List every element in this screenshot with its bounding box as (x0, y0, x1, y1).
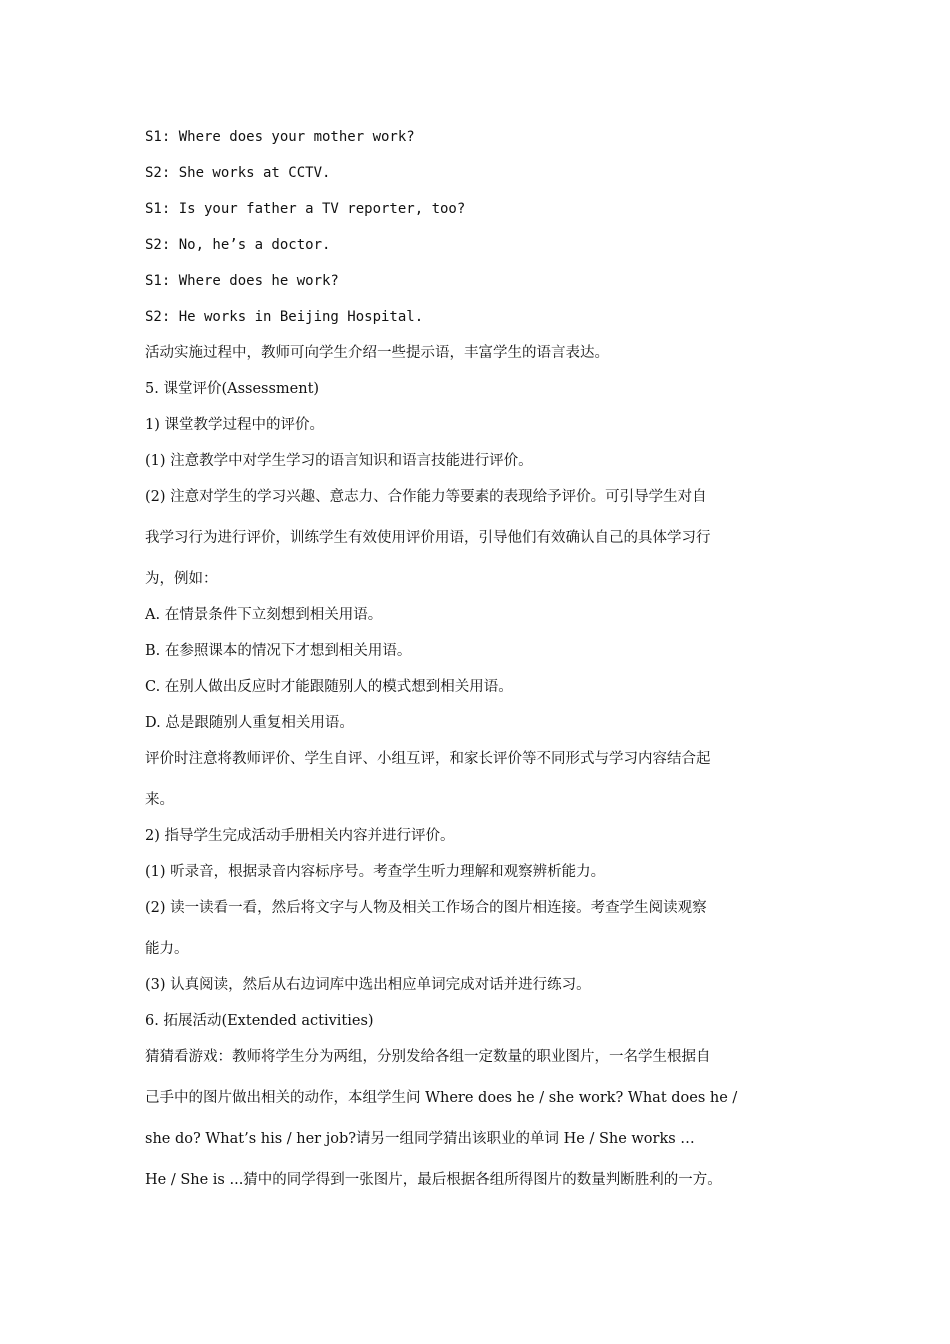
paragraph-line: 评价时注意将教师评价、学生自评、小组互评，和家长评价等不同形式与学习内容结合起 (145, 751, 711, 767)
list-item: (2) 注意对学生的学习兴趣、意志力、合作能力等要素的表现给予评价。可引导学生对自 (145, 489, 707, 505)
paragraph-line: she do? What’s his / her job?请另一组同学猜出该职业的单词 He / She works … (145, 1131, 695, 1147)
dialogue-line-5: S1: Where does he work? (145, 273, 339, 289)
subsection-heading: 1) 课堂教学过程中的评价。 (145, 417, 324, 433)
dialogue-line-3: S1: Is your father a TV reporter, too? (145, 201, 466, 217)
list-item: (2) 读一读看一看，然后将文字与人物及相关工作场合的图片相连接。考查学生阅读观察 (145, 900, 707, 916)
paragraph-line: 为，例如： (145, 571, 218, 587)
option-d: D. 总是跟随别人重复相关用语。 (145, 715, 354, 731)
dialogue-line-6: S2: He works in Beijing Hospital. (145, 309, 424, 325)
dialogue-line-1: S1: Where does your mother work? (145, 129, 415, 145)
section-heading-extended: 6. 拓展活动(Extended activities) (145, 1013, 374, 1029)
paragraph-line: 猜猜看游戏：教师将学生分为两组，分别发给各组一定数量的职业图片，一名学生根据自 (145, 1049, 711, 1065)
paragraph-line: 活动实施过程中，教师可向学生介绍一些提示语，丰富学生的语言表达。 (145, 345, 609, 361)
paragraph-line: He / She is ...猜中的同学得到一张图片，最后根据各组所得图片的数量判断胜利的一方。 (145, 1172, 722, 1188)
option-a: A. 在情景条件下立刻想到相关用语。 (145, 607, 383, 623)
list-item: (1) 听录音，根据录音内容标序号。考查学生听力理解和观察辨析能力。 (145, 864, 606, 880)
list-item: (3) 认真阅读，然后从右边词库中选出相应单词完成对话并进行练习。 (145, 977, 591, 993)
paragraph-line: 己手中的图片做出相关的动作，本组学生问 Where does he / she work? What does he / (145, 1090, 738, 1106)
paragraph-line: 能力。 (145, 941, 189, 957)
paragraph-line: 我学习行为进行评价，训练学生有效使用评价用语，引导他们有效确认自己的具体学习行 (145, 530, 711, 546)
dialogue-line-2: S2: She works at CCTV. (145, 165, 331, 181)
subsection-heading: 2) 指导学生完成活动手册相关内容并进行评价。 (145, 828, 455, 844)
list-item: (1) 注意教学中对学生学习的语言知识和语言技能进行评价。 (145, 453, 533, 469)
section-heading-assessment: 5. 课堂评价(Assessment) (145, 381, 320, 397)
option-c: C. 在别人做出反应时才能跟随别人的模式想到相关用语。 (145, 679, 513, 695)
option-b: B. 在参照课本的情况下才想到相关用语。 (145, 643, 412, 659)
dialogue-line-4: S2: No, he’s a doctor. (145, 237, 331, 253)
paragraph-line: 来。 (145, 792, 174, 808)
